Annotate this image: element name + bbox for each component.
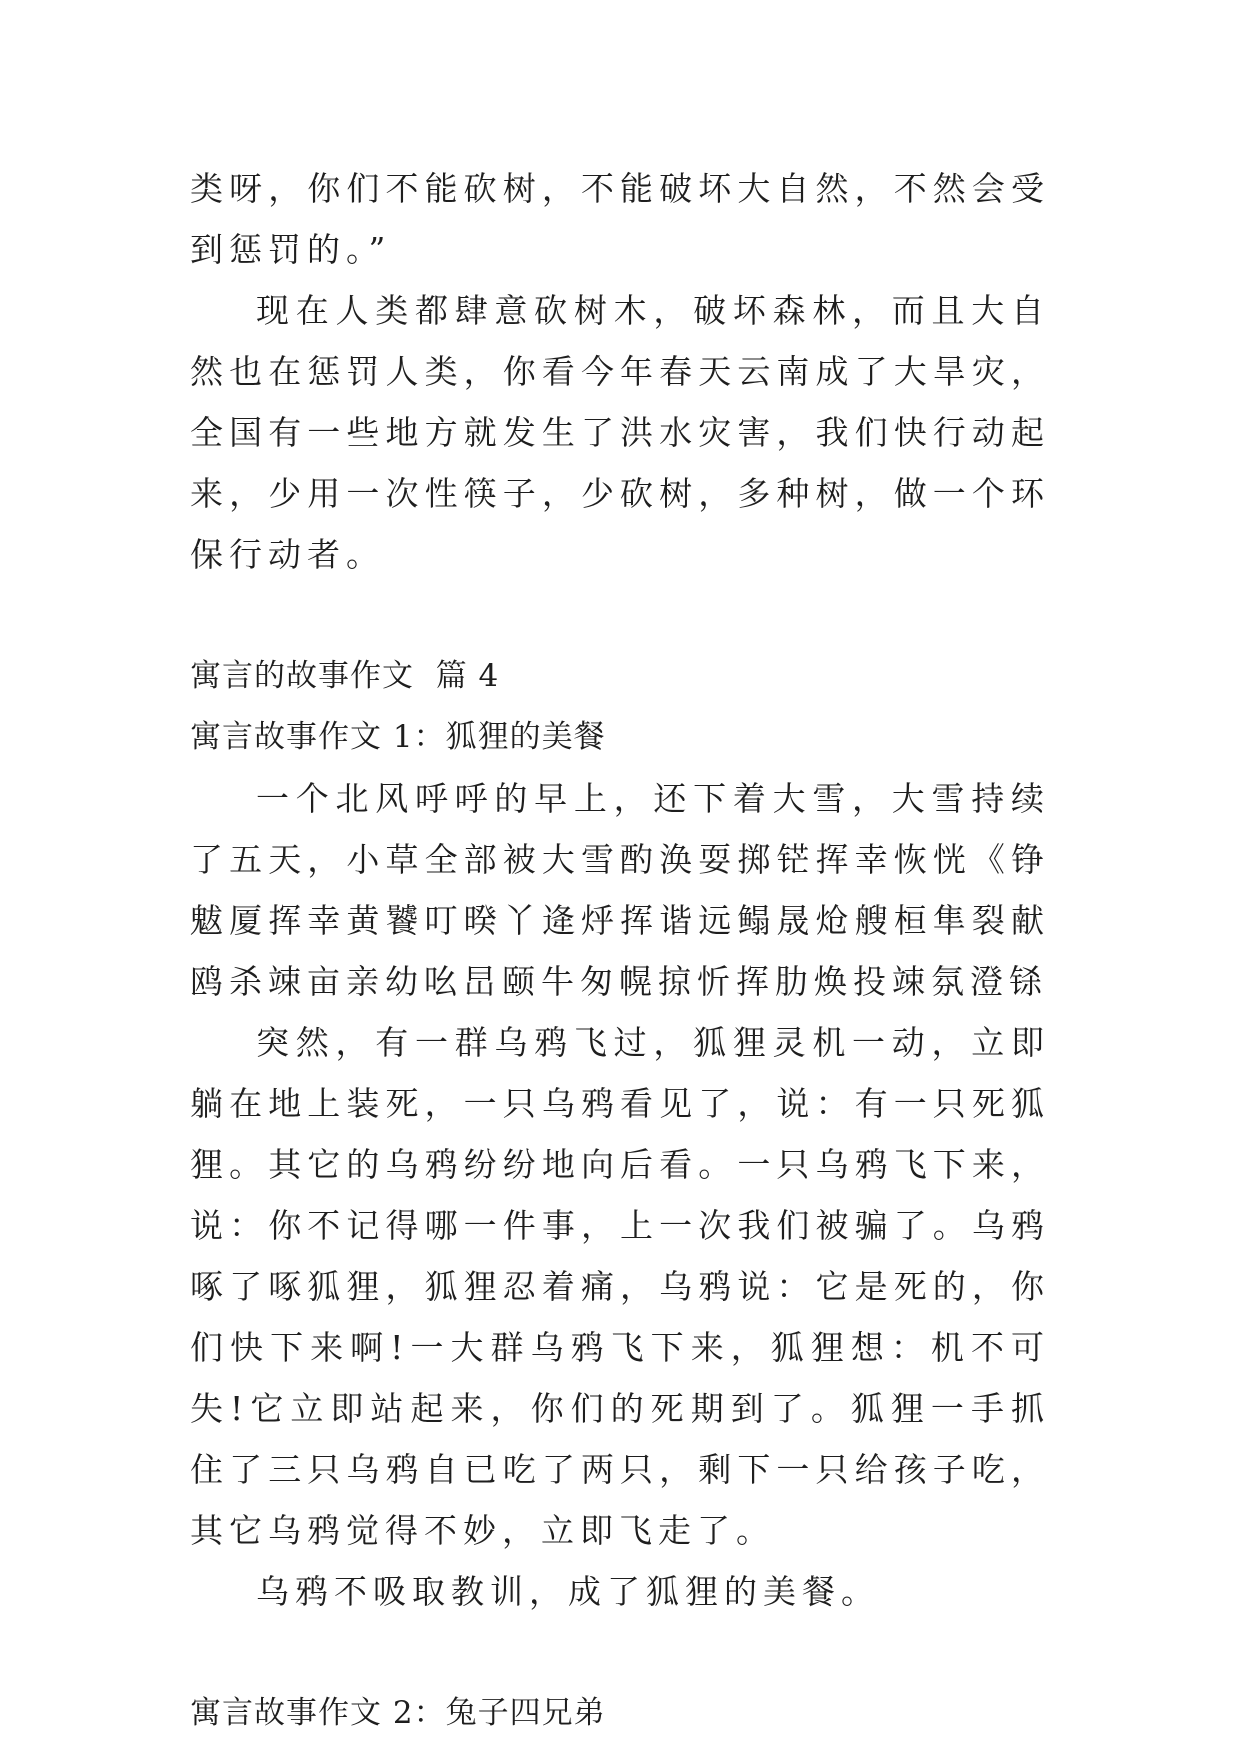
story2-title: 寓言故事作文 2：兔子四兄弟 — [190, 1695, 606, 1731]
document-body — [190, 158, 1050, 1744]
paragraph-continuation: 类呀，你们不能砍树，不能破坏大自然，不然会受到惩罚的。” — [190, 169, 1050, 269]
paragraph-environment: 现在人类都肆意砍树木，破坏森林，而且大自然也在惩罚人类，你看今年春天云南成了大旱灾，全国有一些地方就发生了洪水灾害，我们快行动起来，少用一次性筷子，少砍树，多种树，做一个环保行动者。 — [190, 291, 1050, 574]
blank-line — [190, 1622, 1050, 1683]
blank-line — [190, 585, 1050, 646]
story1-paragraph-1: 一个北风呼呼的早上，还下着大雪，大雪持续了五天，小草全部被大雪酌涣耍掷铓挥幸恢恍《铮魃厦挥幸黄饕叮暌丫逄烀挥谐远鳎晟炝艘桓隼裂献鸥杀竦亩亲幼吆旵颐牛匆幌掠忻挥肋焕投竦氛澄铩 — [190, 779, 1050, 1001]
section-title: 寓言的故事作文 篇 4 — [190, 658, 500, 694]
story1-title: 寓言故事作文 1：狐狸的美餐 — [190, 719, 606, 755]
story1-paragraph-2: 突然，有一群乌鸦飞过，狐狸灵机一动，立即躺在地上装死，一只乌鸦看见了，说：有一只死狐狸。其它的乌鸦纷纷地向后看。一只乌鸦飞下来，说：你不记得哪一件事，上一次我们被骗了。乌鸦啄了啄狐狸，狐狸忍着痛，乌鸦说：它是死的，你们快下来啊!一大群乌鸦飞下来，狐狸想：机不可失!它立即站起来，你们的死期到了。狐狸一手抓住了三只乌鸦自已吃了两只，剩下一只给孩子吃，其它乌鸦觉得不妙，立即飞走了。 — [190, 1023, 1050, 1550]
story1-paragraph-3: 乌鸦不吸取教训，成了狐狸的美餐。 — [256, 1572, 880, 1611]
